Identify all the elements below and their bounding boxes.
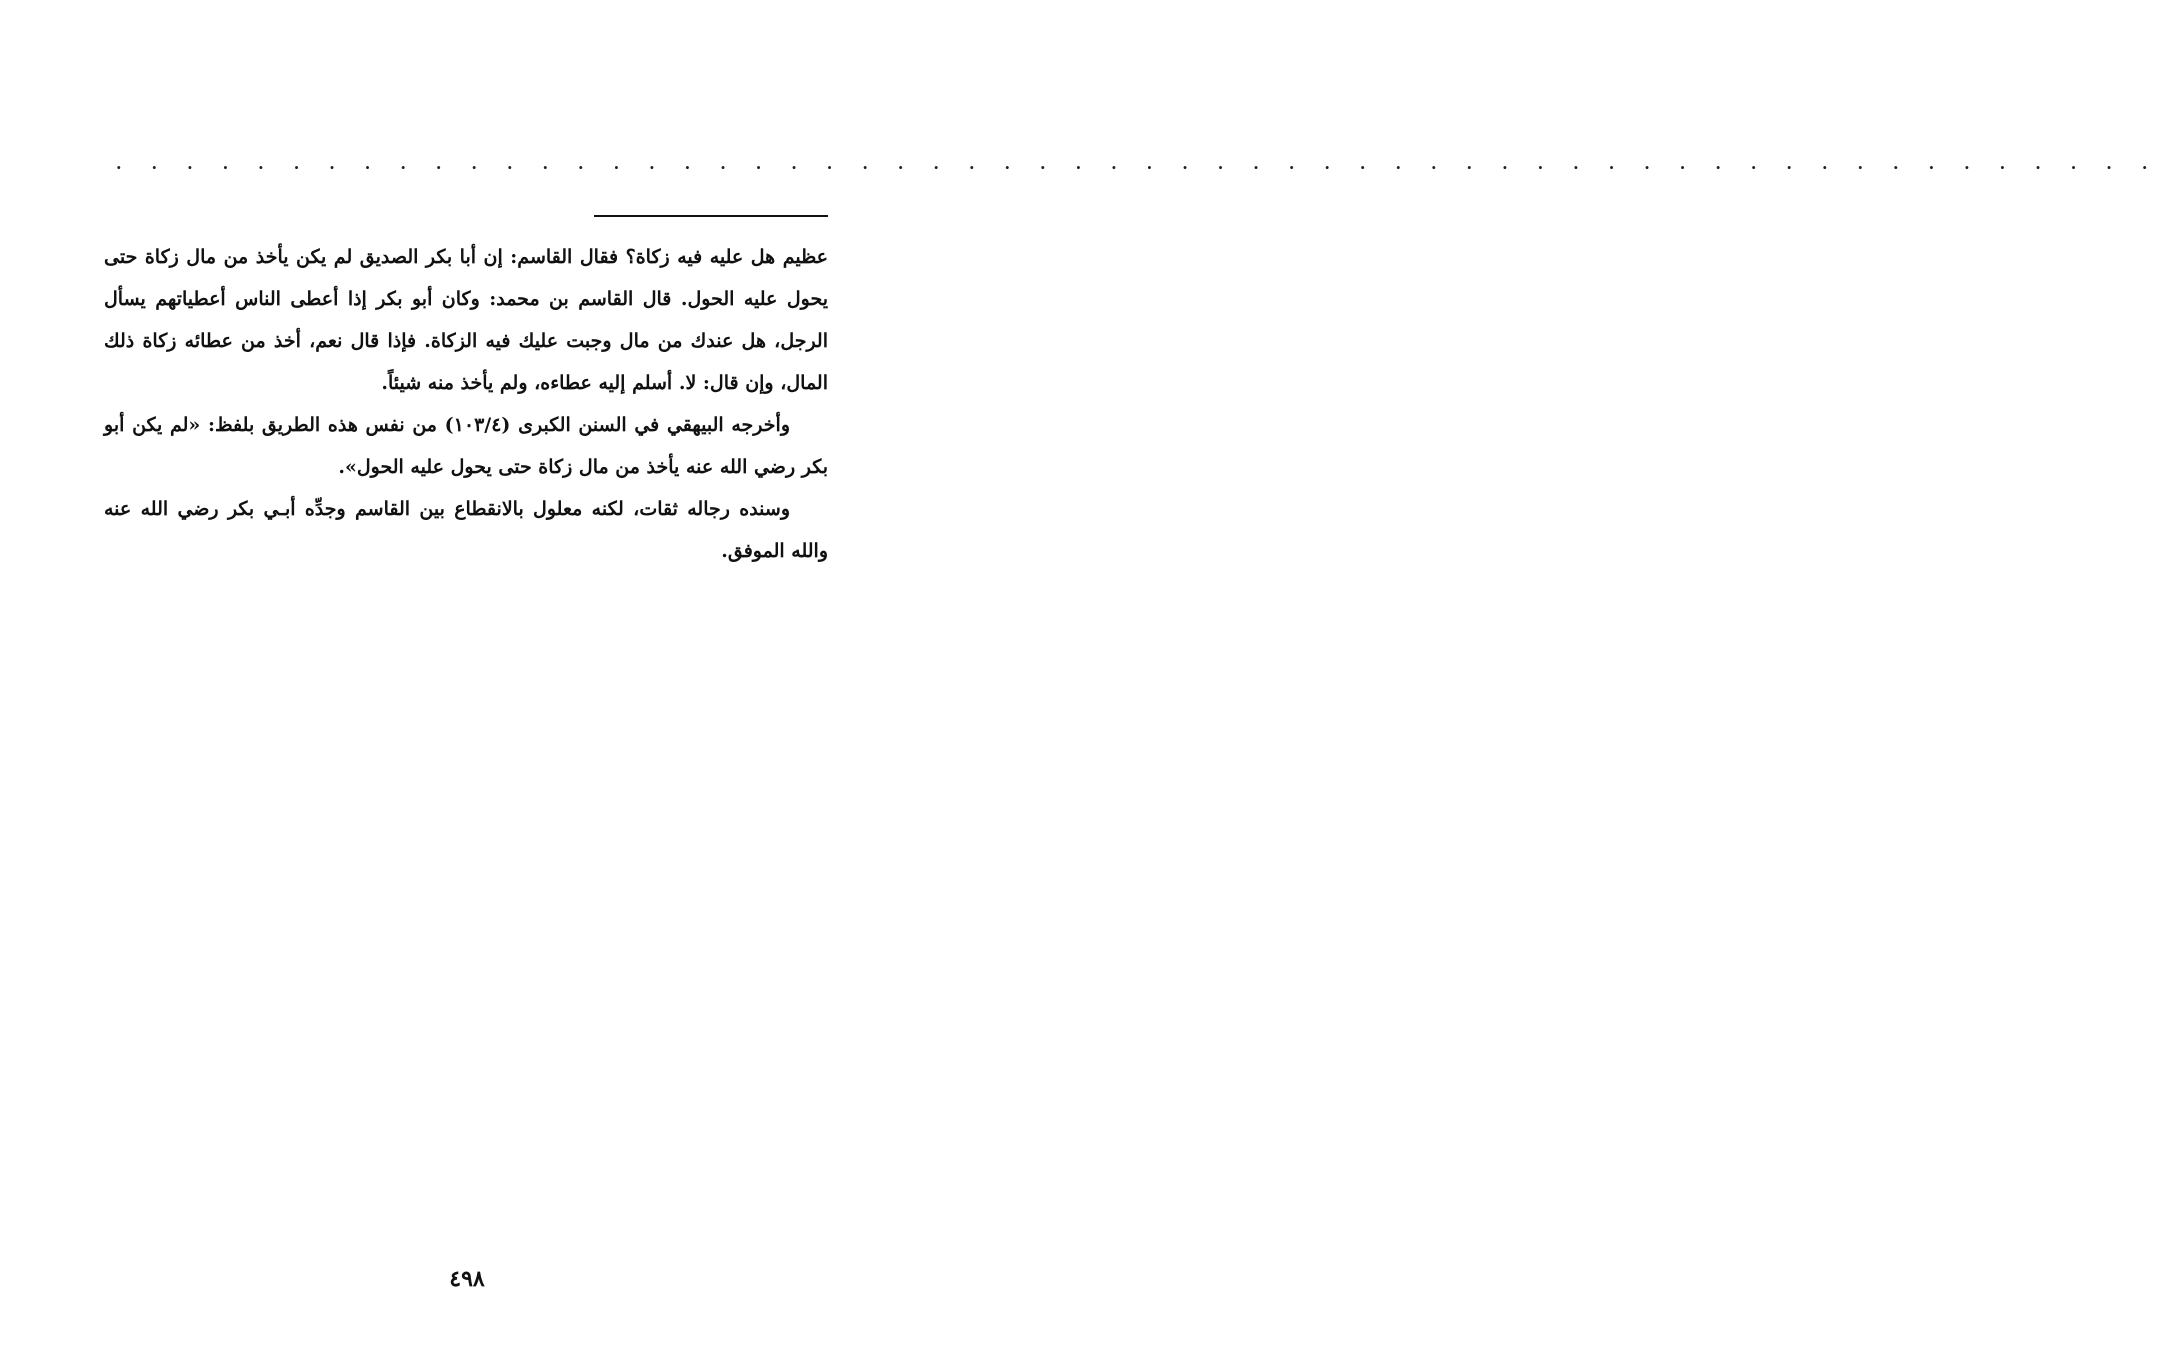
- footnote-rule: [594, 215, 828, 217]
- footnote-paragraph: وأخرجه البيهقي في السنن الكبرى (١٠٣/٤) من نفس هذه الطريق بلفظ: «لم يكن أبو بكر رضي الله عنه يأخذ من مال زكاة حتى يحول عليه الحول».: [104, 414, 828, 478]
- page-number: ٤٩٨: [449, 1266, 485, 1292]
- footnote-paragraph: وسنده رجاله ثقات، لكنه معلول بالانقطاع بين القاسم وجدِّه أبـي بكر رضي الله عنه والله الموفق.: [104, 498, 828, 562]
- footnote-text: [104, 236, 828, 572]
- footnote-paragraph: عظيم هل عليه فيه زكاة؟ فقال القاسم: إن أبا بكر الصديق لم يكن يأخذ من مال زكاة حتى يحول عليه الحول. قال القاسم بن محمد: وكان أبو بكر إذا أعطى الناس أعطياتهم يسأل الرجل، هل عندك من مال وجبت عليك فيه الزكاة. فإذا قال نعم، أخذ من عطائه زكاة ذلك المال، وإن قال: لا. أسلم إليه عطاءه، ولم يأخذ منه شيئاً.: [104, 246, 828, 394]
- dotted-separator: . . . . . . . . . . . . . . . . . . . . . . . . . . . . . . . . . . . . . . . . . . . . . . . . . . . . . . . . . .: [116, 154, 2160, 173]
